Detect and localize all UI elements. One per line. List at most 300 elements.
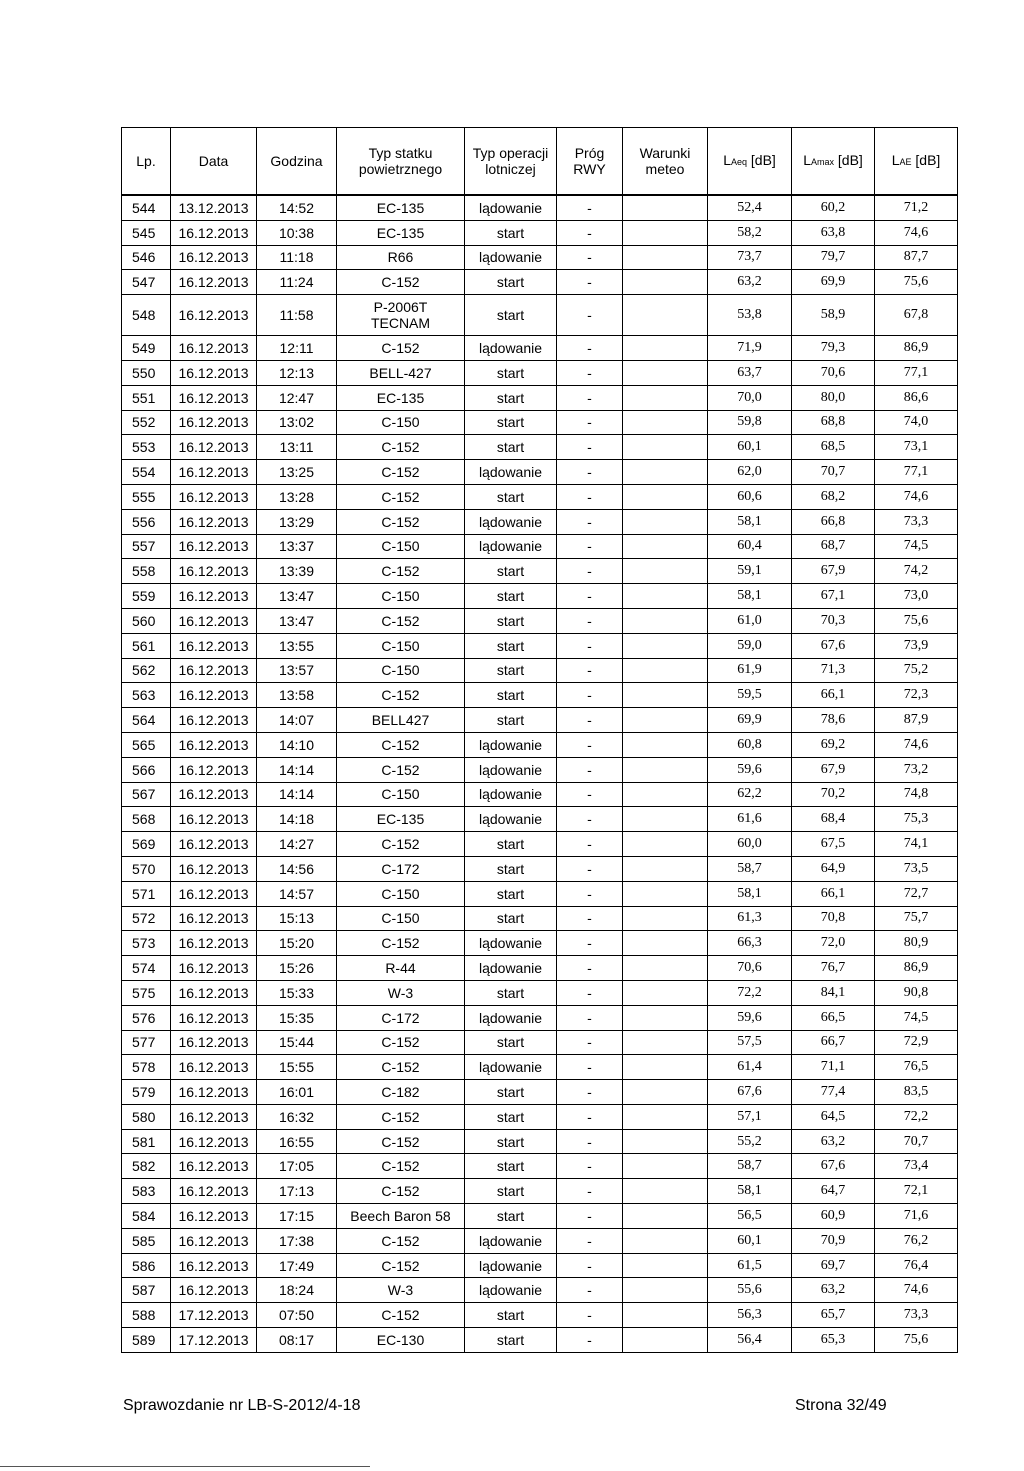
cell-date: 16.12.2013 xyxy=(171,1104,257,1129)
table-row xyxy=(122,584,958,609)
cell-laeq: 61,3 xyxy=(708,906,792,931)
cell-operation: start xyxy=(465,906,557,931)
table-row xyxy=(122,336,958,361)
cell-weather xyxy=(623,608,708,633)
cell-lp: 587 xyxy=(122,1278,171,1303)
table-row xyxy=(122,732,958,757)
table-row xyxy=(122,1055,958,1080)
cell-time: 12:11 xyxy=(257,336,337,361)
cell-date: 16.12.2013 xyxy=(171,484,257,509)
cell-threshold: - xyxy=(557,1080,623,1105)
cell-weather xyxy=(623,410,708,435)
cell-operation: start xyxy=(465,633,557,658)
cell-date: 16.12.2013 xyxy=(171,1204,257,1229)
cell-weather xyxy=(623,1278,708,1303)
cell-time: 12:13 xyxy=(257,360,337,385)
cell-laeq: 59,1 xyxy=(708,559,792,584)
cell-aircraft: C-152 xyxy=(337,757,465,782)
cell-laeq: 57,1 xyxy=(708,1104,792,1129)
cell-time: 15:26 xyxy=(257,956,337,981)
cell-threshold: - xyxy=(557,1253,623,1278)
cell-date: 16.12.2013 xyxy=(171,956,257,981)
cell-lae: 72,7 xyxy=(875,881,958,906)
table-row xyxy=(122,195,958,220)
cell-operation: start xyxy=(465,410,557,435)
cell-threshold: - xyxy=(557,410,623,435)
cell-threshold: - xyxy=(557,460,623,485)
cell-lp: 571 xyxy=(122,881,171,906)
cell-weather xyxy=(623,956,708,981)
cell-lae: 87,7 xyxy=(875,245,958,270)
cell-operation: lądowanie xyxy=(465,956,557,981)
table-row xyxy=(122,360,958,385)
cell-lae: 74,6 xyxy=(875,1278,958,1303)
cell-laeq: 61,0 xyxy=(708,608,792,633)
cell-operation: start xyxy=(465,1030,557,1055)
cell-lamax: 70,6 xyxy=(792,360,875,385)
table-row xyxy=(122,1303,958,1328)
cell-aircraft: C-152 xyxy=(337,336,465,361)
cell-lae: 83,5 xyxy=(875,1080,958,1105)
cell-threshold: - xyxy=(557,931,623,956)
cell-lp: 563 xyxy=(122,683,171,708)
cell-time: 16:55 xyxy=(257,1129,337,1154)
cell-operation: start xyxy=(465,1204,557,1229)
cell-time: 13:47 xyxy=(257,584,337,609)
cell-date: 17.12.2013 xyxy=(171,1303,257,1328)
cell-aircraft: EC-135 xyxy=(337,220,465,245)
cell-date: 17.12.2013 xyxy=(171,1328,257,1353)
cell-aircraft: C-152 xyxy=(337,460,465,485)
cell-laeq: 60,8 xyxy=(708,732,792,757)
cell-date: 16.12.2013 xyxy=(171,608,257,633)
cell-aircraft: C-150 xyxy=(337,584,465,609)
cell-date: 16.12.2013 xyxy=(171,1278,257,1303)
cell-operation: start xyxy=(465,1080,557,1105)
cell-weather xyxy=(623,245,708,270)
cell-weather xyxy=(623,220,708,245)
cell-time: 14:57 xyxy=(257,881,337,906)
cell-time: 14:07 xyxy=(257,708,337,733)
table-row xyxy=(122,509,958,534)
cell-aircraft: C-152 xyxy=(337,435,465,460)
cell-lp: 580 xyxy=(122,1104,171,1129)
cell-operation: lądowanie xyxy=(465,509,557,534)
table-row xyxy=(122,220,958,245)
cell-lamax: 69,9 xyxy=(792,270,875,295)
cell-operation: lądowanie xyxy=(465,1278,557,1303)
table-row xyxy=(122,807,958,832)
cell-weather xyxy=(623,336,708,361)
cell-time: 13:55 xyxy=(257,633,337,658)
cell-aircraft: C-152 xyxy=(337,1228,465,1253)
cell-time: 12:47 xyxy=(257,385,337,410)
cell-weather xyxy=(623,683,708,708)
cell-operation: start xyxy=(465,484,557,509)
cell-lp: 560 xyxy=(122,608,171,633)
cell-time: 14:52 xyxy=(257,195,337,220)
cell-operation: lądowanie xyxy=(465,1005,557,1030)
cell-lae: 70,7 xyxy=(875,1129,958,1154)
cell-date: 16.12.2013 xyxy=(171,856,257,881)
cell-time: 13:29 xyxy=(257,509,337,534)
cell-lp: 582 xyxy=(122,1154,171,1179)
cell-weather xyxy=(623,881,708,906)
cell-aircraft: BELL427 xyxy=(337,708,465,733)
cell-operation: start xyxy=(465,881,557,906)
cell-aircraft: C-152 xyxy=(337,832,465,857)
header-typ-statku: Typ statku powietrznego xyxy=(337,128,465,196)
cell-lae: 72,1 xyxy=(875,1179,958,1204)
cell-lp: 558 xyxy=(122,559,171,584)
table-row xyxy=(122,1278,958,1303)
cell-operation: lądowanie xyxy=(465,807,557,832)
cell-lamax: 68,8 xyxy=(792,410,875,435)
cell-laeq: 55,2 xyxy=(708,1129,792,1154)
cell-threshold: - xyxy=(557,1129,623,1154)
cell-operation: start xyxy=(465,360,557,385)
cell-threshold: - xyxy=(557,1278,623,1303)
cell-weather xyxy=(623,1005,708,1030)
cell-laeq: 55,6 xyxy=(708,1278,792,1303)
cell-time: 15:13 xyxy=(257,906,337,931)
cell-operation: lądowanie xyxy=(465,245,557,270)
cell-date: 16.12.2013 xyxy=(171,270,257,295)
cell-lamax: 67,6 xyxy=(792,1154,875,1179)
cell-aircraft: C-152 xyxy=(337,1030,465,1055)
cell-date: 16.12.2013 xyxy=(171,385,257,410)
cell-aircraft: EC-135 xyxy=(337,385,465,410)
cell-laeq: 60,0 xyxy=(708,832,792,857)
table-row xyxy=(122,1328,958,1353)
cell-date: 16.12.2013 xyxy=(171,1228,257,1253)
cell-lamax: 67,9 xyxy=(792,559,875,584)
cell-lae: 90,8 xyxy=(875,980,958,1005)
cell-operation: start xyxy=(465,220,557,245)
cell-aircraft: EC-130 xyxy=(337,1328,465,1353)
cell-date: 16.12.2013 xyxy=(171,881,257,906)
cell-date: 13.12.2013 xyxy=(171,195,257,220)
cell-aircraft: C-152 xyxy=(337,931,465,956)
cell-lamax: 66,5 xyxy=(792,1005,875,1030)
cell-date: 16.12.2013 xyxy=(171,1154,257,1179)
cell-threshold: - xyxy=(557,1204,623,1229)
table-row xyxy=(122,856,958,881)
cell-time: 17:38 xyxy=(257,1228,337,1253)
cell-lamax: 71,3 xyxy=(792,658,875,683)
cell-lae: 86,9 xyxy=(875,336,958,361)
cell-lae: 75,6 xyxy=(875,608,958,633)
cell-time: 13:11 xyxy=(257,435,337,460)
cell-laeq: 59,8 xyxy=(708,410,792,435)
cell-lamax: 64,9 xyxy=(792,856,875,881)
table-row xyxy=(122,832,958,857)
table-row xyxy=(122,245,958,270)
cell-date: 16.12.2013 xyxy=(171,708,257,733)
cell-lamax: 70,2 xyxy=(792,782,875,807)
cell-operation: lądowanie xyxy=(465,757,557,782)
cell-weather xyxy=(623,931,708,956)
cell-time: 14:18 xyxy=(257,807,337,832)
cell-weather xyxy=(623,906,708,931)
cell-laeq: 59,0 xyxy=(708,633,792,658)
cell-time: 15:55 xyxy=(257,1055,337,1080)
cell-laeq: 57,5 xyxy=(708,1030,792,1055)
table-row xyxy=(122,1179,958,1204)
cell-lae: 77,1 xyxy=(875,460,958,485)
cell-laeq: 59,5 xyxy=(708,683,792,708)
cell-weather xyxy=(623,1030,708,1055)
cell-weather xyxy=(623,1154,708,1179)
cell-lp: 578 xyxy=(122,1055,171,1080)
cell-operation: start xyxy=(465,856,557,881)
cell-threshold: - xyxy=(557,658,623,683)
cell-operation: lądowanie xyxy=(465,460,557,485)
cell-lamax: 66,1 xyxy=(792,881,875,906)
page-number: Strona 32/49 xyxy=(795,1397,887,1414)
cell-aircraft: EC-135 xyxy=(337,807,465,832)
cell-weather xyxy=(623,360,708,385)
cell-laeq: 62,0 xyxy=(708,460,792,485)
cell-lp: 569 xyxy=(122,832,171,857)
cell-date: 16.12.2013 xyxy=(171,683,257,708)
cell-aircraft: C-172 xyxy=(337,856,465,881)
cell-lae: 76,4 xyxy=(875,1253,958,1278)
cell-lae: 86,6 xyxy=(875,385,958,410)
cell-operation: start xyxy=(465,608,557,633)
cell-laeq: 56,4 xyxy=(708,1328,792,1353)
cell-threshold: - xyxy=(557,1154,623,1179)
header-lamax: LAmax [dB] xyxy=(792,128,875,196)
cell-threshold: - xyxy=(557,683,623,708)
header-typ-operacji: Typ operacji lotniczej xyxy=(465,128,557,196)
cell-threshold: - xyxy=(557,336,623,361)
cell-operation: lądowanie xyxy=(465,931,557,956)
cell-lamax: 63,8 xyxy=(792,220,875,245)
cell-operation: lądowanie xyxy=(465,336,557,361)
table-row xyxy=(122,1030,958,1055)
cell-aircraft: C-152 xyxy=(337,1253,465,1278)
cell-time: 17:49 xyxy=(257,1253,337,1278)
cell-time: 14:56 xyxy=(257,856,337,881)
cell-aircraft: C-150 xyxy=(337,881,465,906)
cell-date: 16.12.2013 xyxy=(171,807,257,832)
cell-lamax: 80,0 xyxy=(792,385,875,410)
cell-date: 16.12.2013 xyxy=(171,1030,257,1055)
cell-lp: 574 xyxy=(122,956,171,981)
cell-aircraft: C-152 xyxy=(337,509,465,534)
cell-laeq: 58,1 xyxy=(708,1179,792,1204)
cell-weather xyxy=(623,1228,708,1253)
cell-date: 16.12.2013 xyxy=(171,559,257,584)
cell-weather xyxy=(623,195,708,220)
cell-laeq: 53,8 xyxy=(708,295,792,336)
cell-time: 18:24 xyxy=(257,1278,337,1303)
cell-aircraft: P-2006T TECNAM xyxy=(337,295,465,336)
cell-lamax: 79,3 xyxy=(792,336,875,361)
cell-lae: 87,9 xyxy=(875,708,958,733)
cell-operation: start xyxy=(465,658,557,683)
cell-lp: 565 xyxy=(122,732,171,757)
cell-time: 13:39 xyxy=(257,559,337,584)
cell-operation: start xyxy=(465,832,557,857)
cell-time: 15:35 xyxy=(257,1005,337,1030)
cell-lp: 584 xyxy=(122,1204,171,1229)
cell-lamax: 66,7 xyxy=(792,1030,875,1055)
cell-lp: 553 xyxy=(122,435,171,460)
header-godzina: Godzina xyxy=(257,128,337,196)
cell-lae: 73,2 xyxy=(875,757,958,782)
cell-threshold: - xyxy=(557,1303,623,1328)
cell-operation: lądowanie xyxy=(465,1253,557,1278)
cell-weather xyxy=(623,980,708,1005)
cell-weather xyxy=(623,1328,708,1353)
cell-aircraft: C-152 xyxy=(337,1154,465,1179)
cell-lp: 559 xyxy=(122,584,171,609)
cell-threshold: - xyxy=(557,220,623,245)
cell-lamax: 72,0 xyxy=(792,931,875,956)
cell-weather xyxy=(623,559,708,584)
table-row xyxy=(122,956,958,981)
cell-threshold: - xyxy=(557,295,623,336)
cell-weather xyxy=(623,807,708,832)
table-row xyxy=(122,559,958,584)
header-warunki: Warunki meteo xyxy=(623,128,708,196)
cell-lamax: 68,5 xyxy=(792,435,875,460)
cell-weather xyxy=(623,658,708,683)
table-row xyxy=(122,1204,958,1229)
cell-lae: 74,5 xyxy=(875,534,958,559)
cell-lamax: 68,2 xyxy=(792,484,875,509)
cell-aircraft: C-152 xyxy=(337,484,465,509)
cell-lp: 552 xyxy=(122,410,171,435)
cell-lamax: 78,6 xyxy=(792,708,875,733)
table-row xyxy=(122,757,958,782)
cell-date: 16.12.2013 xyxy=(171,931,257,956)
cell-lae: 75,2 xyxy=(875,658,958,683)
table-row xyxy=(122,385,958,410)
cell-lamax: 70,8 xyxy=(792,906,875,931)
cell-threshold: - xyxy=(557,633,623,658)
cell-laeq: 62,2 xyxy=(708,782,792,807)
cell-lamax: 60,2 xyxy=(792,195,875,220)
cell-operation: start xyxy=(465,1154,557,1179)
cell-time: 14:14 xyxy=(257,757,337,782)
table-row xyxy=(122,708,958,733)
table-row xyxy=(122,1080,958,1105)
cell-lamax: 67,1 xyxy=(792,584,875,609)
cell-lp: 548 xyxy=(122,295,171,336)
cell-lae: 72,9 xyxy=(875,1030,958,1055)
cell-lamax: 63,2 xyxy=(792,1129,875,1154)
cell-lamax: 64,5 xyxy=(792,1104,875,1129)
cell-aircraft: C-150 xyxy=(337,410,465,435)
cell-operation: start xyxy=(465,385,557,410)
cell-date: 16.12.2013 xyxy=(171,732,257,757)
cell-threshold: - xyxy=(557,881,623,906)
cell-time: 17:13 xyxy=(257,1179,337,1204)
cell-lae: 71,2 xyxy=(875,195,958,220)
cell-lae: 76,2 xyxy=(875,1228,958,1253)
cell-aircraft: W-3 xyxy=(337,1278,465,1303)
cell-lp: 557 xyxy=(122,534,171,559)
cell-threshold: - xyxy=(557,1328,623,1353)
cell-time: 14:10 xyxy=(257,732,337,757)
table-row xyxy=(122,881,958,906)
cell-weather xyxy=(623,856,708,881)
cell-aircraft: Beech Baron 58 xyxy=(337,1204,465,1229)
cell-time: 17:05 xyxy=(257,1154,337,1179)
table-row xyxy=(122,270,958,295)
cell-laeq: 60,6 xyxy=(708,484,792,509)
cell-laeq: 60,1 xyxy=(708,1228,792,1253)
cell-date: 16.12.2013 xyxy=(171,757,257,782)
cell-weather xyxy=(623,460,708,485)
cell-operation: start xyxy=(465,270,557,295)
cell-lamax: 67,5 xyxy=(792,832,875,857)
table-row xyxy=(122,295,958,336)
cell-weather xyxy=(623,385,708,410)
cell-threshold: - xyxy=(557,906,623,931)
cell-threshold: - xyxy=(557,832,623,857)
cell-lamax: 68,4 xyxy=(792,807,875,832)
cell-lp: 572 xyxy=(122,906,171,931)
cell-date: 16.12.2013 xyxy=(171,1129,257,1154)
table-row xyxy=(122,534,958,559)
cell-time: 13:02 xyxy=(257,410,337,435)
cell-lae: 73,5 xyxy=(875,856,958,881)
cell-laeq: 60,1 xyxy=(708,435,792,460)
cell-operation: start xyxy=(465,435,557,460)
cell-time: 11:18 xyxy=(257,245,337,270)
cell-aircraft: W-3 xyxy=(337,980,465,1005)
cell-date: 16.12.2013 xyxy=(171,1179,257,1204)
cell-lae: 75,6 xyxy=(875,270,958,295)
cell-lae: 76,5 xyxy=(875,1055,958,1080)
cell-lae: 75,3 xyxy=(875,807,958,832)
cell-lp: 589 xyxy=(122,1328,171,1353)
cell-lamax: 67,9 xyxy=(792,757,875,782)
cell-time: 17:15 xyxy=(257,1204,337,1229)
cell-aircraft: R-44 xyxy=(337,956,465,981)
cell-weather xyxy=(623,1055,708,1080)
cell-lamax: 58,9 xyxy=(792,295,875,336)
cell-weather xyxy=(623,708,708,733)
cell-operation: start xyxy=(465,584,557,609)
cell-time: 07:50 xyxy=(257,1303,337,1328)
cell-laeq: 58,1 xyxy=(708,509,792,534)
cell-threshold: - xyxy=(557,1104,623,1129)
table-row xyxy=(122,980,958,1005)
cell-lamax: 70,7 xyxy=(792,460,875,485)
cell-lp: 576 xyxy=(122,1005,171,1030)
cell-lp: 570 xyxy=(122,856,171,881)
cell-lp: 585 xyxy=(122,1228,171,1253)
cell-date: 16.12.2013 xyxy=(171,782,257,807)
table-body xyxy=(122,195,958,1352)
cell-threshold: - xyxy=(557,956,623,981)
cell-threshold: - xyxy=(557,1030,623,1055)
cell-date: 16.12.2013 xyxy=(171,509,257,534)
cell-lp: 583 xyxy=(122,1179,171,1204)
cell-operation: start xyxy=(465,295,557,336)
cell-aircraft: C-152 xyxy=(337,1104,465,1129)
cell-lae: 77,1 xyxy=(875,360,958,385)
cell-aircraft: C-152 xyxy=(337,683,465,708)
cell-threshold: - xyxy=(557,435,623,460)
cell-laeq: 58,1 xyxy=(708,881,792,906)
cell-aircraft: C-152 xyxy=(337,732,465,757)
